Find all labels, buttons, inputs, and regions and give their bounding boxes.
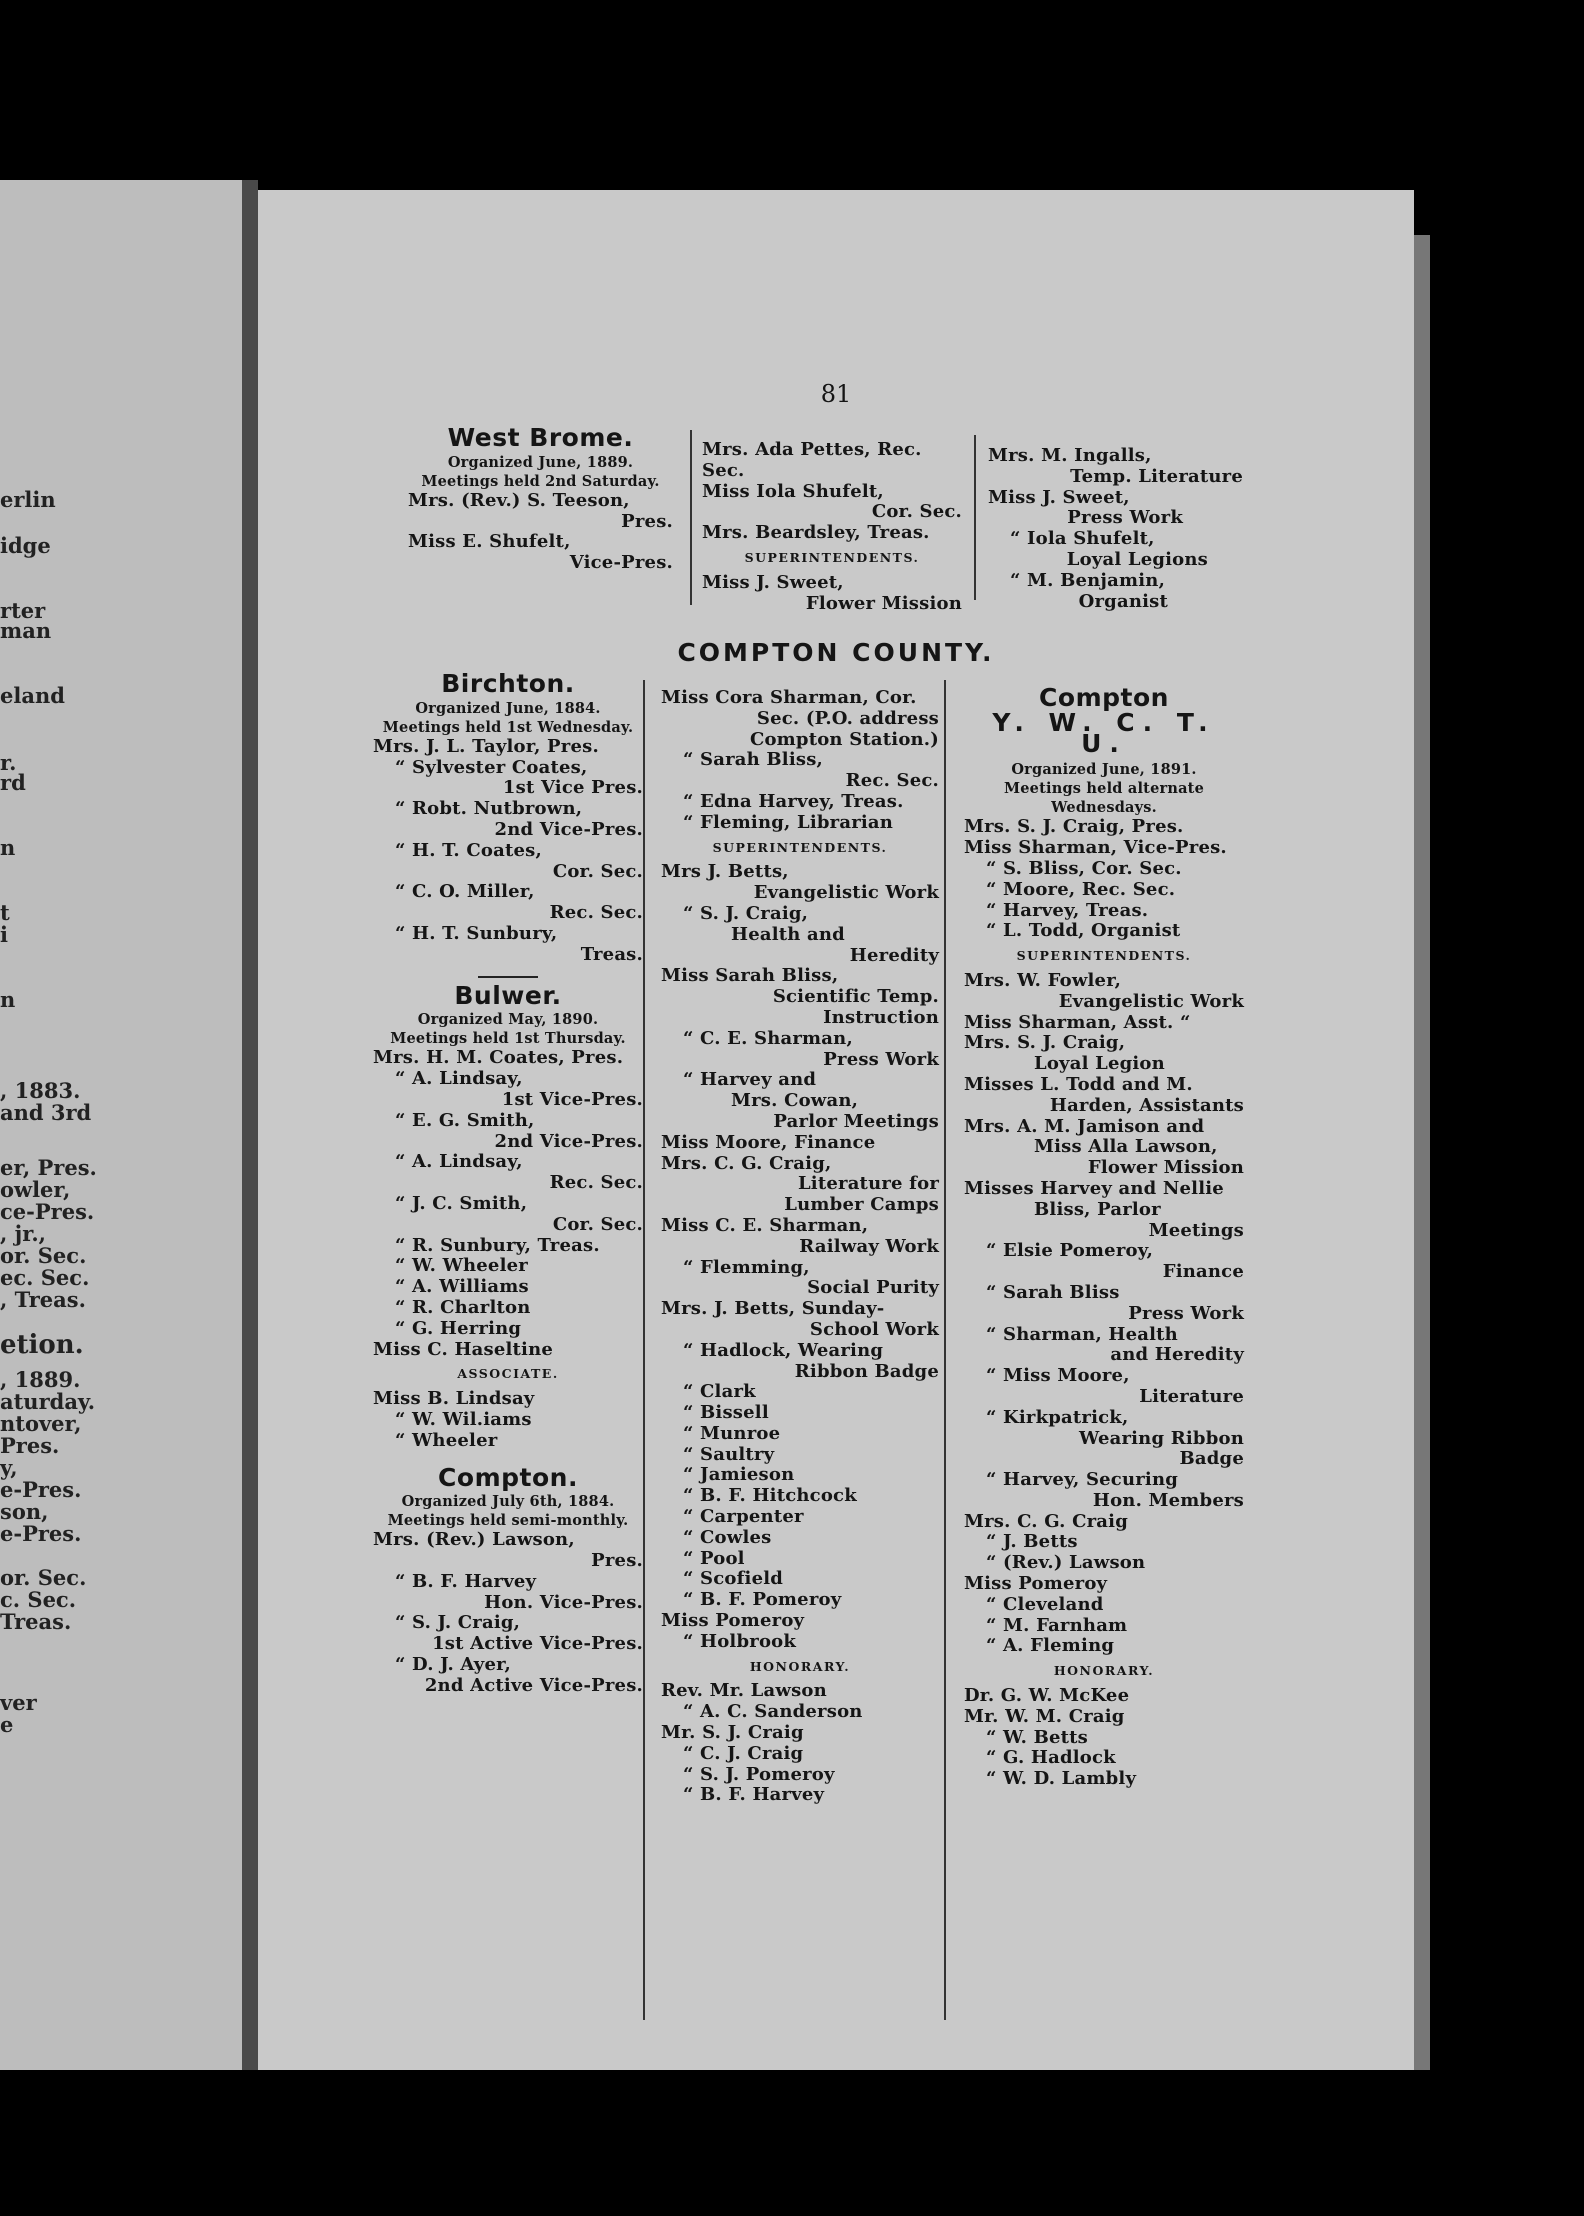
middle-column xyxy=(661,688,939,1806)
officer-title: Lumber Camps xyxy=(784,1194,939,1216)
officer-line: Mrs. C. G. Craig xyxy=(964,1510,1128,1532)
officer-title: 2nd Vice-Pres. xyxy=(494,1130,643,1152)
officer-line: “ G. Herring xyxy=(395,1317,522,1339)
officer-title: Press Work xyxy=(1067,507,1183,529)
fragment-text: e-Pres. xyxy=(0,1521,82,1546)
subheading: SUPERINTENDENTS. xyxy=(1016,948,1192,964)
fragment-text: , 1889. xyxy=(0,1367,81,1392)
officer-line: Miss Pomeroy xyxy=(964,1573,1108,1595)
officer-line: Miss Moore, Finance xyxy=(661,1131,876,1153)
officer-title: 1st Active Vice-Pres. xyxy=(432,1633,643,1655)
officer-line: “ Harvey, Treas. xyxy=(986,899,1149,921)
officer-line: “ Saultry xyxy=(683,1443,775,1465)
officer-title: Evangelistic Work xyxy=(753,882,939,904)
officer-line: “ S. J. Craig, xyxy=(683,902,809,924)
officer-title: Literature xyxy=(1139,1385,1244,1407)
officer-line: Miss Pomeroy xyxy=(661,1610,805,1632)
column-rule xyxy=(974,435,976,600)
page-number: 81 xyxy=(820,380,852,408)
officer-line: Mrs. W. Fowler, xyxy=(964,969,1122,991)
organized-date: Organized May, 1890. xyxy=(417,1011,599,1029)
officer-line: Mr. W. M. Craig xyxy=(964,1705,1125,1727)
officer-line: “ M. Farnham xyxy=(986,1614,1128,1636)
fragment-text: or. Sec. xyxy=(0,1565,87,1590)
officer-title: Pres. xyxy=(591,1550,643,1572)
officer-title: Rec. Sec. xyxy=(549,1172,643,1194)
officer-line: Miss J. Sweet, xyxy=(988,486,1130,508)
fragment-text: e xyxy=(0,1712,14,1737)
officer-line: Mrs. S. J. Craig, xyxy=(964,1032,1126,1054)
officer-line: “ Harvey, Securing xyxy=(986,1469,1179,1491)
officer-line: “ Edna Harvey, Treas. xyxy=(683,790,904,812)
officer-line: “ B. F. Pomeroy xyxy=(683,1589,842,1611)
officer-line: “ Harvey and xyxy=(683,1069,817,1091)
officer-line: “ Pool xyxy=(683,1547,745,1569)
officer-title: Harden, Assistants xyxy=(1049,1094,1244,1116)
officer-line: Mrs. (Rev.) S. Teeson, xyxy=(408,489,630,511)
subheading: SUPERINTENDENTS. xyxy=(744,549,920,565)
officer-title: Cor. Sec. xyxy=(552,1213,643,1235)
officer-line: “ A. Williams xyxy=(395,1276,529,1298)
fragment-text: n xyxy=(0,835,16,860)
officer-line: “ A. Fleming xyxy=(986,1635,1115,1657)
officer-line: “ H. T. Sunbury, xyxy=(395,922,558,944)
subheading: HONORARY. xyxy=(749,1658,851,1674)
meeting-schedule: Meetings held 2nd Saturday. xyxy=(421,472,660,490)
officer-line: “ Carpenter xyxy=(683,1506,804,1528)
fragment-text: , 1883. xyxy=(0,1078,81,1103)
officer-line: “ Hadlock, Wearing xyxy=(683,1339,884,1361)
officer-line: “ Flemming, xyxy=(683,1256,810,1278)
officer-line: Miss Sarah Bliss, xyxy=(661,965,839,987)
officer-line: Mrs. Ada Pettes, Rec. Sec. xyxy=(702,439,922,481)
officer-line: Miss J. Sweet, xyxy=(702,571,844,593)
county-heading: COMPTON COUNTY. xyxy=(677,638,995,667)
fragment-text: , jr., xyxy=(0,1221,46,1246)
officer-title: 2nd Active Vice-Pres. xyxy=(424,1674,643,1696)
west-brome-column xyxy=(408,422,673,574)
fragment-text: and 3rd xyxy=(0,1100,92,1125)
officer-line: Mrs. J. L. Taylor, Pres. xyxy=(373,735,599,757)
officer-line: Misses L. Todd and M. xyxy=(964,1073,1193,1095)
officer-line: “ Scofield xyxy=(683,1568,784,1590)
officer-line: Miss Sharman, Asst. “ xyxy=(964,1011,1191,1033)
officer-line: “ W. D. Lambly xyxy=(986,1768,1137,1790)
officer-line: “ (Rev.) Lawson xyxy=(986,1552,1146,1574)
officer-title: Ribbon Badge xyxy=(794,1360,939,1382)
west-brome-column-3 xyxy=(988,446,1243,612)
meeting-schedule: Meetings held 1st Wednesday. xyxy=(382,718,634,736)
officer-line: Mrs. (Rev.) Lawson, xyxy=(373,1529,575,1551)
officer-title: Finance xyxy=(1162,1261,1244,1283)
officer-line: Mrs. S. J. Craig, Pres. xyxy=(964,816,1184,838)
officer-line: “ Munroe xyxy=(683,1422,781,1444)
officer-line: Mrs. C. G. Craig, xyxy=(661,1152,832,1174)
subheading: SUPERINTENDENTS. xyxy=(712,839,888,855)
officer-line: “ J. C. Smith, xyxy=(395,1192,528,1214)
fragment-text: i xyxy=(0,922,8,947)
officer-title: Press Work xyxy=(823,1048,939,1070)
fragment-text: er, Pres. xyxy=(0,1155,97,1180)
officer-title: Temp. Literature xyxy=(1070,465,1243,487)
fragment-text: rter xyxy=(0,598,46,623)
subheading: ASSOCIATE. xyxy=(457,1366,559,1382)
fragment-text: ce-Pres. xyxy=(0,1199,95,1224)
officer-title: Heredity xyxy=(849,944,939,966)
book-page xyxy=(258,190,1414,2070)
column-rule xyxy=(944,680,946,2020)
fragment-text: Treas. xyxy=(0,1609,72,1634)
officer-line: Mrs. Cowan, xyxy=(731,1090,859,1112)
officer-title: Badge xyxy=(1179,1448,1244,1470)
officer-title: Hon. Members xyxy=(1092,1489,1244,1511)
officer-line: “ A. Lindsay, xyxy=(395,1068,523,1090)
officer-line: “ Cleveland xyxy=(986,1593,1104,1615)
officer-line: “ Sarah Bliss, xyxy=(683,749,824,771)
officer-title: Hon. Vice-Pres. xyxy=(484,1591,643,1613)
officer-title: School Work xyxy=(809,1318,939,1340)
organized-date: Organized June, 1891. xyxy=(1011,761,1197,779)
officer-title: Wearing Ribbon xyxy=(1079,1427,1244,1449)
meeting-schedule: Meetings held semi-monthly. xyxy=(387,1512,629,1530)
officer-title: Scientific Temp. xyxy=(772,986,939,1008)
fragment-text: son, xyxy=(0,1499,49,1524)
fragment-text: ver xyxy=(0,1690,37,1715)
officer-line: “ Fleming, Librarian xyxy=(683,811,894,833)
officer-title: 1st Vice-Pres. xyxy=(501,1088,643,1110)
officer-line: Miss E. Shufelt, xyxy=(408,531,571,553)
fragment-text: or. Sec. xyxy=(0,1243,87,1268)
left-column xyxy=(373,668,643,1697)
officer-line: “ Jamieson xyxy=(683,1464,795,1486)
officer-line: “ W. Wil.iams xyxy=(395,1408,532,1430)
officer-title: 2nd Vice-Pres. xyxy=(494,818,643,840)
officer-title: Organist xyxy=(1078,590,1168,612)
fragment-text: idge xyxy=(0,533,51,558)
officer-line: “ Holbrook xyxy=(683,1630,797,1652)
fragment-text: ec. Sec. xyxy=(0,1265,90,1290)
officer-line: “ Sarah Bliss xyxy=(986,1281,1120,1303)
fragment-text: e-Pres. xyxy=(0,1477,82,1502)
officer-title: Meetings xyxy=(1148,1219,1244,1241)
officer-line: Miss C. E. Sharman, xyxy=(661,1214,869,1236)
officer-line: Mrs. A. M. Jamison and xyxy=(964,1115,1205,1137)
fragment-text: t xyxy=(0,900,10,925)
officer-line: “ C. O. Miller, xyxy=(395,881,535,903)
officer-line: Mrs. Beardsley, Treas. xyxy=(702,522,930,544)
officer-line: “ D. J. Ayer, xyxy=(395,1654,511,1676)
officer-title: Railway Work xyxy=(799,1235,939,1257)
officer-title: Loyal Legions xyxy=(1066,548,1208,570)
officer-line: “ M. Benjamin, xyxy=(1010,569,1166,591)
section-heading: Bulwer. xyxy=(454,980,562,1010)
officer-title: Loyal Legion xyxy=(1034,1053,1165,1075)
fragment-text: c. Sec. xyxy=(0,1587,77,1612)
officer-line: “ S. J. Pomeroy xyxy=(683,1763,835,1785)
fragment-text: etion. xyxy=(0,1330,84,1360)
officer-title: Rec. Sec. xyxy=(549,902,643,924)
section-subheading: Y. W. C. T. U. xyxy=(992,707,1216,758)
west-brome-column-2 xyxy=(702,440,962,614)
officer-line: “ H. T. Coates, xyxy=(395,839,542,861)
officer-title: Flower Mission xyxy=(805,592,962,614)
book-gutter xyxy=(242,180,258,2070)
officer-line: “ W. Betts xyxy=(986,1726,1088,1748)
officer-title: Cor. Sec. xyxy=(871,501,962,523)
officer-line: “ Bissell xyxy=(683,1402,769,1424)
officer-line: “ Moore, Rec. Sec. xyxy=(986,878,1176,900)
section-heading: Compton xyxy=(1039,683,1169,712)
officer-line: “ B. F. Harvey xyxy=(683,1784,825,1806)
officer-title: and Heredity xyxy=(1110,1344,1244,1366)
officer-line: “ Robt. Nutbrown, xyxy=(395,798,583,820)
officer-line: “ E. G. Smith, xyxy=(395,1109,535,1131)
facing-page-fragment xyxy=(0,180,242,2070)
officer-line: “ J. Betts xyxy=(986,1531,1078,1553)
officer-line: “ Sylvester Coates, xyxy=(395,756,588,778)
fragment-text: man xyxy=(0,618,52,643)
officer-title: Social Purity xyxy=(807,1277,939,1299)
column-rule xyxy=(643,680,645,2020)
officer-line: Miss Cora Sharman, Cor. xyxy=(661,687,917,708)
officer-line: “ Elsie Pomeroy, xyxy=(986,1240,1154,1262)
officer-line: Miss B. Lindsay xyxy=(373,1388,535,1410)
officer-title: Evangelistic Work xyxy=(1058,990,1244,1012)
officer-line: Mrs J. Betts, xyxy=(661,861,789,883)
fragment-text: r. xyxy=(0,750,17,775)
officer-line: Dr. G. W. McKee xyxy=(964,1685,1130,1707)
meeting-schedule: Meetings held alternate xyxy=(1004,780,1204,798)
officer-line: Mrs. H. M. Coates, Pres. xyxy=(373,1047,624,1069)
officer-line: Miss Sharman, Vice-Pres. xyxy=(964,837,1227,859)
officer-line: Misses Harvey and Nellie xyxy=(964,1177,1224,1199)
section-heading: Birchton. xyxy=(441,669,575,698)
officer-line: “ A. Lindsay, xyxy=(395,1151,523,1173)
officer-line: “ S. J. Craig, xyxy=(395,1612,521,1634)
officer-line: Mr. S. J. Craig xyxy=(661,1722,804,1744)
officer-line: “ Wheeler xyxy=(395,1429,498,1451)
officer-line: “ B. F. Harvey xyxy=(395,1570,537,1592)
officer-line: “ S. Bliss, Cor. Sec. xyxy=(986,857,1182,879)
section-heading: West Brome. xyxy=(447,423,634,452)
officer-line: Miss Iola Shufelt, xyxy=(702,480,884,502)
organized-date: Organized July 6th, 1884. xyxy=(401,1493,615,1511)
officer-line: “ Iola Shufelt, xyxy=(1010,528,1155,550)
officer-line: “ Clark xyxy=(683,1381,756,1403)
meeting-schedule: Meetings held 1st Thursday. xyxy=(390,1030,626,1048)
officer-title: Parlor Meetings xyxy=(773,1110,939,1132)
fragment-text: ntover, xyxy=(0,1411,82,1436)
fragment-text: rd xyxy=(0,770,26,795)
fragment-text: y, xyxy=(0,1455,18,1480)
officer-line: Mrs. M. Ingalls, xyxy=(988,445,1152,466)
officer-line: “ Kirkpatrick, xyxy=(986,1406,1129,1428)
officer-line: Miss C. Haseltine xyxy=(373,1338,554,1360)
fragment-text: , Treas. xyxy=(0,1287,86,1312)
fragment-text: aturday. xyxy=(0,1389,96,1414)
organized-date: Organized June, 1884. xyxy=(415,699,601,717)
section-divider xyxy=(478,976,538,978)
officer-line: “ B. F. Hitchcock xyxy=(683,1485,857,1507)
ywctu-column xyxy=(964,682,1244,1790)
officer-line: “ Sharman, Health xyxy=(986,1323,1178,1345)
officer-title: Cor. Sec. xyxy=(552,860,643,882)
officer-line: “ R. Charlton xyxy=(395,1296,531,1318)
fragment-text: n xyxy=(0,987,16,1012)
officer-line: “ A. C. Sanderson xyxy=(683,1701,863,1723)
officer-title: Health and xyxy=(731,923,845,945)
officer-line: “ Miss Moore, xyxy=(986,1365,1130,1387)
officer-line: “ L. Todd, Organist xyxy=(986,920,1181,942)
officer-line: “ C. J. Craig xyxy=(683,1742,804,1764)
officer-title: Press Work xyxy=(1128,1302,1244,1324)
officer-title: Treas. xyxy=(580,943,643,965)
section-heading: Compton. xyxy=(438,1462,578,1492)
officer-line: “ R. Sunbury, Treas. xyxy=(395,1234,600,1256)
officer-title: 1st Vice Pres. xyxy=(502,777,643,799)
officer-title: Rec. Sec. xyxy=(845,770,939,792)
fragment-text: Pres. xyxy=(0,1433,60,1458)
officer-line: Miss Alla Lawson, xyxy=(1034,1136,1218,1158)
meeting-schedule: Wednesdays. xyxy=(1051,799,1157,817)
officer-title: Instruction xyxy=(823,1006,939,1028)
officer-title: Flower Mission xyxy=(1087,1157,1244,1179)
column-rule xyxy=(690,430,692,605)
subheading: HONORARY. xyxy=(1053,1663,1155,1679)
officer-line: “ G. Hadlock xyxy=(986,1747,1116,1769)
page-edge xyxy=(1414,235,1430,2070)
fragment-text: eland xyxy=(0,683,65,708)
officer-line: “ C. E. Sharman, xyxy=(683,1027,853,1049)
officer-title: Literature for xyxy=(797,1173,939,1195)
organized-date: Organized June, 1889. xyxy=(447,453,634,471)
officer-line: “ Cowles xyxy=(683,1526,772,1548)
fragment-text: erlin xyxy=(0,487,56,512)
officer-line: Rev. Mr. Lawson xyxy=(661,1680,827,1702)
officer-line: Compton Station.) xyxy=(749,728,939,750)
officer-line: Mrs. J. Betts, Sunday- xyxy=(661,1298,885,1320)
officer-line: “ W. Wheeler xyxy=(395,1255,528,1277)
officer-title: Pres. xyxy=(621,510,673,532)
fragment-text: owler, xyxy=(0,1177,71,1202)
officer-line: Bliss, Parlor xyxy=(1034,1198,1161,1220)
officer-line: Sec. (P.O. address xyxy=(756,707,939,729)
officer-title: Vice-Pres. xyxy=(569,552,673,574)
